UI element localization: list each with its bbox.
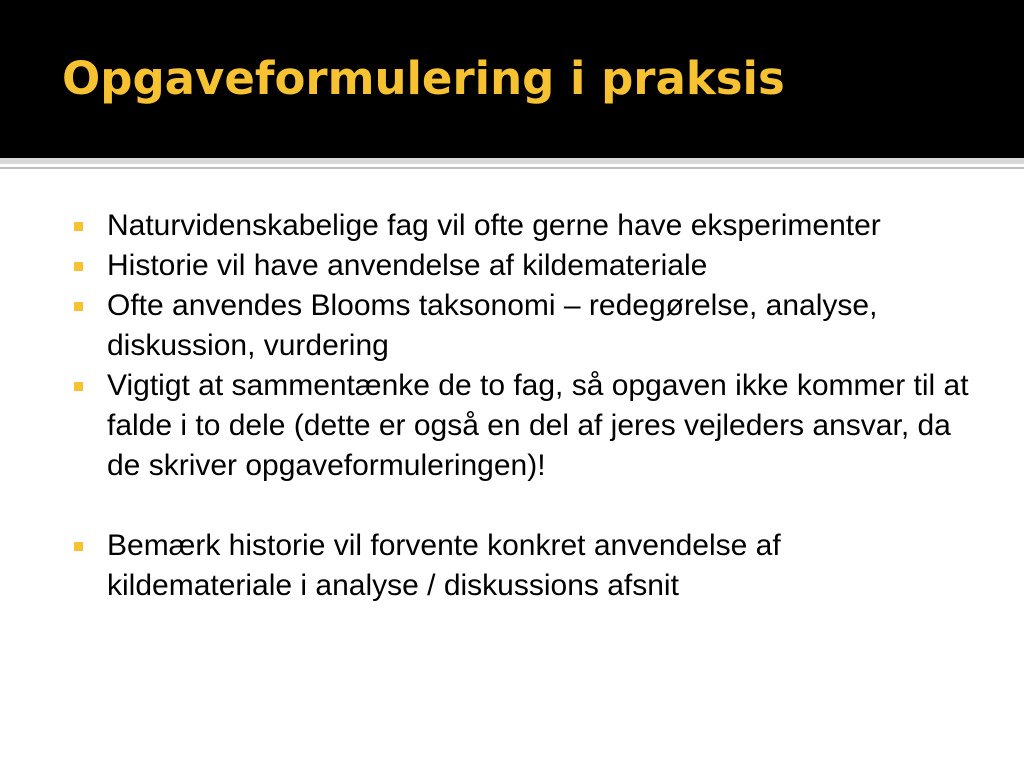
bullet-item: [74, 246, 974, 286]
square-bullet-icon: [74, 382, 83, 391]
title-bar: [0, 0, 1024, 158]
bullet-text: Ofte anvendes Blooms taksonomi – redegørelse, analyse, diskussion, vurdering: [107, 289, 878, 362]
bullet-text: Bemærk historie vil forvente konkret anvendelse af kildemateriale i analyse / diskussions afsnit: [107, 529, 781, 602]
bullet-text: Vigtigt at sammentænke de to fag, så opgaven ikke kommer til at falde i to dele (dette er også en del af jeres vejleders ansvar, da de skriver opgaveformuleringen)!: [107, 369, 969, 482]
slide-title: Opgaveformulering i praksis: [62, 52, 785, 105]
bullet-text: Historie vil have anvendelse af kildemateriale: [107, 249, 708, 282]
bullet-item: [74, 366, 974, 486]
bullet-text: Naturvidenskabelige fag vil ofte gerne have eksperimenter: [107, 209, 881, 242]
square-bullet-icon: [74, 542, 83, 551]
square-bullet-icon: [74, 222, 83, 231]
bullet-item: [74, 206, 974, 246]
title-divider-shadow: [0, 167, 1024, 169]
bullet-item: [74, 286, 974, 366]
square-bullet-icon: [74, 262, 83, 271]
bullet-list: [74, 206, 974, 606]
bullet-item: [74, 526, 974, 606]
slide-content: [74, 206, 974, 606]
square-bullet-icon: [74, 302, 83, 311]
